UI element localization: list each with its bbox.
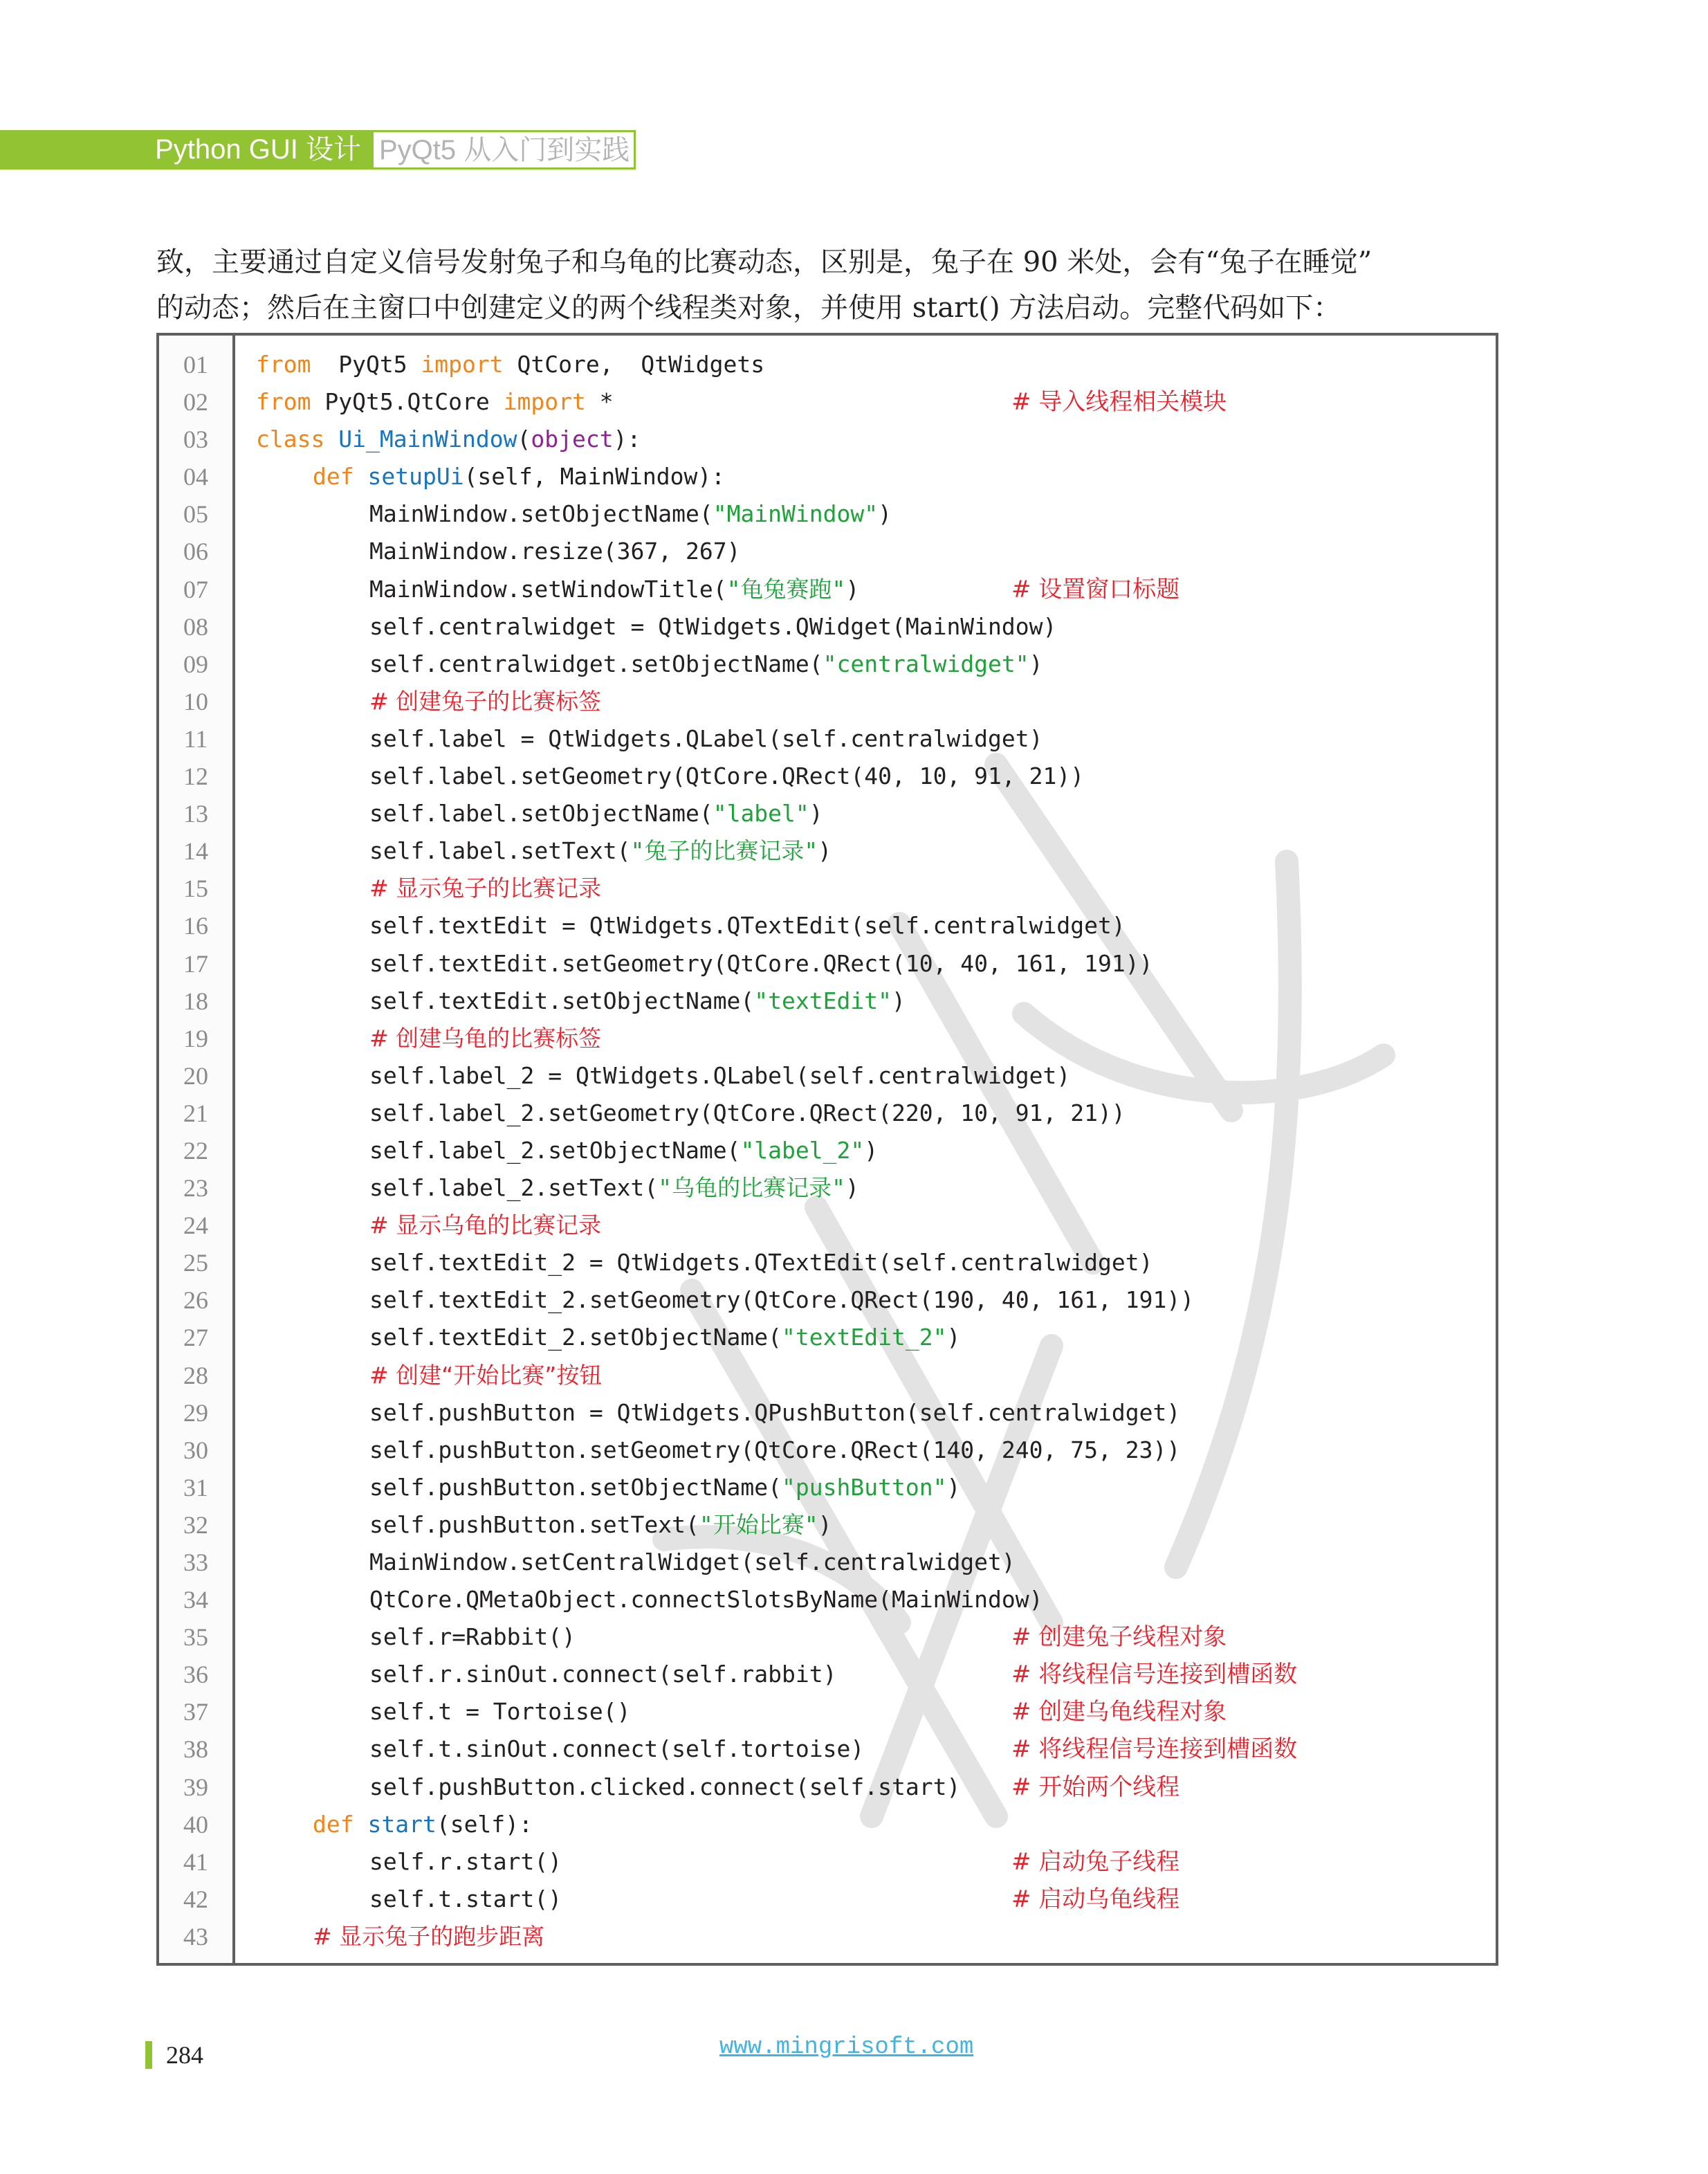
trailing-comment: # 创建乌龟线程对象 bbox=[1011, 1698, 1227, 1726]
code-token: self.label = QtWidgets.QLabel(self.centralwidget) bbox=[369, 724, 1043, 752]
line-number: 31 bbox=[183, 1473, 208, 1501]
line-number: 24 bbox=[183, 1212, 208, 1240]
code-text bbox=[369, 1285, 1194, 1315]
running-header-bar bbox=[0, 130, 374, 170]
code-token bbox=[324, 426, 338, 453]
code-text bbox=[256, 349, 764, 380]
code-line bbox=[159, 1131, 1496, 1169]
line-number: 39 bbox=[183, 1773, 208, 1801]
string-literal: "textEdit" bbox=[754, 987, 892, 1014]
code-line bbox=[159, 1730, 1496, 1767]
page-number: 284 bbox=[166, 2041, 203, 2069]
code-line bbox=[159, 1356, 1496, 1394]
line-number: 14 bbox=[183, 837, 208, 866]
book-series-title: Python GUI 设计 bbox=[155, 134, 361, 165]
code-text bbox=[369, 1210, 601, 1241]
code-text bbox=[369, 1510, 832, 1540]
line-number: 35 bbox=[183, 1623, 208, 1652]
code-token: ): bbox=[613, 426, 641, 453]
line-number: 11 bbox=[183, 724, 208, 753]
code-line bbox=[159, 1843, 1496, 1880]
line-number: 27 bbox=[183, 1324, 208, 1352]
code-text bbox=[369, 1472, 960, 1503]
code-line bbox=[159, 345, 1496, 383]
code-token: QtCore.QMetaObject.connectSlotsByName(MainWindow) bbox=[369, 1586, 1043, 1614]
code-token: ) bbox=[818, 1510, 832, 1538]
code-token: self.pushButton.clicked.connect(self.start) bbox=[369, 1773, 961, 1800]
string-literal: "label" bbox=[713, 800, 809, 828]
line-number: 02 bbox=[183, 388, 208, 417]
code-token: self.textEdit.setGeometry(QtCore.QRect(10, 40, 161, 191)) bbox=[369, 949, 1153, 977]
code-token: MainWindow.setObjectName( bbox=[369, 500, 713, 528]
code-token: ) bbox=[845, 575, 860, 603]
code-text bbox=[369, 612, 1056, 642]
code-text bbox=[369, 1734, 864, 1764]
line-number: 34 bbox=[183, 1586, 208, 1614]
line-number: 09 bbox=[183, 650, 208, 678]
code-text bbox=[369, 574, 859, 605]
code-text bbox=[369, 1360, 602, 1391]
line-number: 18 bbox=[183, 987, 208, 1015]
trailing-comment: # 将线程信号连接到槽函数 bbox=[1011, 1661, 1298, 1689]
book-subtitle: PyQt5 从入门到实践 bbox=[379, 135, 630, 165]
inline-comment: # 创建“开始比赛”按钮 bbox=[369, 1361, 603, 1389]
code-line bbox=[159, 794, 1496, 832]
string-literal: "乌龟的比赛记录" bbox=[658, 1174, 845, 1202]
keyword: def bbox=[313, 463, 354, 491]
code-text bbox=[369, 1772, 960, 1802]
string-literal: "MainWindow" bbox=[713, 500, 879, 528]
line-number: 06 bbox=[183, 538, 208, 566]
code-line bbox=[159, 682, 1496, 720]
line-number: 40 bbox=[183, 1810, 208, 1838]
code-text bbox=[256, 387, 614, 417]
line-number: 19 bbox=[183, 1024, 208, 1052]
code-line bbox=[159, 869, 1496, 906]
code-text bbox=[369, 986, 906, 1016]
code-line bbox=[159, 1169, 1496, 1206]
code-text bbox=[369, 1435, 1180, 1465]
code-line bbox=[159, 1057, 1496, 1094]
line-number: 41 bbox=[183, 1847, 208, 1876]
code-text bbox=[369, 1398, 1180, 1428]
code-token bbox=[354, 463, 368, 490]
line-number: 28 bbox=[183, 1361, 208, 1389]
code-token: self.t = Tortoise() bbox=[369, 1698, 631, 1726]
code-token: ) bbox=[891, 987, 906, 1014]
code-line bbox=[159, 1917, 1496, 1955]
code-token: ) bbox=[809, 800, 823, 828]
code-line bbox=[159, 645, 1496, 682]
code-token: PyQt5.QtCore bbox=[311, 388, 504, 416]
code-token: (self): bbox=[436, 1810, 533, 1838]
code-token: self.textEdit = QtWidgets.QTextEdit(self.centralwidget) bbox=[369, 912, 1126, 940]
code-line bbox=[159, 720, 1496, 757]
code-text bbox=[369, 1697, 631, 1727]
intro-line: 致，主要通过自定义信号发射兔子和乌龟的比赛动态，区别是，兔子在 90 米处，会有“兔子在睡觉” bbox=[156, 246, 1372, 278]
code-line bbox=[159, 1692, 1496, 1730]
code-token: self.label_2.setText( bbox=[369, 1174, 659, 1202]
code-token: self.t.start() bbox=[369, 1885, 562, 1912]
code-token: ( bbox=[517, 426, 531, 453]
code-token: self.label.setText( bbox=[369, 837, 631, 865]
code-text bbox=[369, 911, 1126, 941]
code-token: self.textEdit_2.setObjectName( bbox=[369, 1324, 782, 1351]
trailing-comment: # 导入线程相关模块 bbox=[1011, 388, 1227, 417]
code-line bbox=[159, 532, 1496, 569]
code-line bbox=[159, 906, 1496, 944]
code-token: self.pushButton = QtWidgets.QPushButton(self.centralwidget) bbox=[369, 1398, 1181, 1426]
line-number: 20 bbox=[183, 1061, 208, 1090]
code-text bbox=[369, 536, 740, 567]
line-number: 13 bbox=[183, 800, 208, 828]
inline-comment: # 创建乌龟的比赛标签 bbox=[369, 1024, 602, 1052]
page-number-marker bbox=[145, 2041, 152, 2069]
line-number: 37 bbox=[183, 1698, 208, 1726]
keyword: class bbox=[256, 426, 325, 453]
line-number: 30 bbox=[183, 1436, 208, 1464]
code-line bbox=[159, 1243, 1496, 1281]
code-line bbox=[159, 1394, 1496, 1431]
code-text bbox=[369, 1847, 562, 1877]
inline-comment: # 显示乌龟的比赛记录 bbox=[369, 1212, 602, 1239]
code-token: self.centralwidget = QtWidgets.QWidget(MainWindow) bbox=[369, 612, 1057, 640]
keyword: import bbox=[503, 388, 586, 416]
line-number: 01 bbox=[183, 351, 208, 378]
code-token: MainWindow.setCentralWidget(self.centralwidget) bbox=[369, 1549, 1016, 1575]
line-number: 22 bbox=[183, 1136, 208, 1164]
code-text bbox=[369, 1322, 960, 1353]
line-number: 10 bbox=[183, 687, 208, 715]
code-text bbox=[369, 1173, 859, 1203]
code-line bbox=[159, 457, 1496, 495]
inline-comment: # 显示兔子的比赛记录 bbox=[369, 875, 602, 902]
code-text bbox=[369, 1061, 1070, 1091]
line-number: 15 bbox=[183, 875, 208, 903]
code-text bbox=[369, 949, 1153, 979]
code-token: self.r.start() bbox=[369, 1847, 562, 1875]
code-text bbox=[313, 1921, 544, 1952]
line-number: 17 bbox=[183, 949, 208, 978]
code-text bbox=[369, 499, 892, 529]
code-text bbox=[369, 1884, 562, 1915]
intro-line: 的动态；然后在主窗口中创建定义的两个线程类对象，并使用 start() 方法启动。完整代码如下： bbox=[156, 292, 1341, 324]
code-text bbox=[369, 798, 823, 829]
code-line bbox=[159, 1094, 1496, 1131]
line-number: 42 bbox=[183, 1885, 208, 1913]
line-number: 05 bbox=[183, 500, 208, 529]
code-line bbox=[159, 1318, 1496, 1355]
line-number: 21 bbox=[183, 1099, 208, 1127]
trailing-comment: # 创建兔子线程对象 bbox=[1011, 1623, 1227, 1652]
code-line bbox=[159, 1618, 1496, 1655]
code-text bbox=[369, 761, 1084, 792]
inline-comment: # 创建兔子的比赛标签 bbox=[369, 687, 602, 715]
code-token: MainWindow.resize(367, 267) bbox=[369, 538, 741, 565]
code-token: MainWindow.setWindowTitle( bbox=[369, 575, 727, 603]
code-token: ) bbox=[845, 1174, 859, 1202]
code-token: QtCore, QtWidgets bbox=[503, 351, 765, 378]
intro-paragraph bbox=[156, 239, 1505, 331]
code-text bbox=[369, 1547, 1016, 1578]
keyword: import bbox=[421, 351, 504, 378]
code-token: self.textEdit_2.setGeometry(QtCore.QRect(190, 40, 161, 191)) bbox=[369, 1286, 1195, 1314]
code-line bbox=[159, 383, 1496, 420]
code-line bbox=[159, 944, 1496, 982]
code-line bbox=[159, 1281, 1496, 1318]
trailing-comment: # 开始两个线程 bbox=[1011, 1773, 1180, 1801]
code-token: object bbox=[531, 426, 614, 453]
keyword: from bbox=[256, 388, 311, 416]
code-token: PyQt5 bbox=[311, 351, 421, 378]
code-text bbox=[369, 649, 1043, 679]
code-listing bbox=[156, 333, 1498, 1966]
code-token: self.textEdit.setObjectName( bbox=[369, 987, 755, 1014]
code-text bbox=[369, 873, 601, 904]
line-number: 38 bbox=[183, 1735, 208, 1764]
string-literal: "开始比赛" bbox=[699, 1510, 818, 1538]
code-token: start bbox=[367, 1810, 437, 1838]
code-text bbox=[369, 1659, 837, 1690]
line-number: 33 bbox=[183, 1549, 208, 1576]
line-number: 16 bbox=[183, 912, 208, 940]
code-text bbox=[369, 836, 832, 866]
code-line bbox=[159, 1431, 1496, 1468]
trailing-comment: # 将线程信号连接到槽函数 bbox=[1011, 1735, 1298, 1764]
inline-comment: # 显示兔子的跑步距离 bbox=[313, 1922, 545, 1950]
website-link[interactable]: www.mingrisoft.com bbox=[719, 2034, 974, 2061]
code-text bbox=[369, 1248, 1153, 1278]
string-literal: "label_2" bbox=[740, 1136, 865, 1164]
code-text bbox=[369, 1098, 1126, 1129]
code-token: self.label_2 = QtWidgets.QLabel(self.centralwidget) bbox=[369, 1061, 1071, 1089]
code-token: ) bbox=[864, 1136, 879, 1164]
string-literal: "centralwidget" bbox=[823, 650, 1029, 677]
code-line bbox=[159, 495, 1496, 532]
code-token: ) bbox=[1029, 650, 1043, 677]
string-literal: "兔子的比赛记录" bbox=[630, 837, 818, 865]
line-number: 04 bbox=[183, 463, 208, 491]
line-number: 25 bbox=[183, 1249, 208, 1277]
code-token: self.pushButton.setObjectName( bbox=[369, 1473, 782, 1501]
code-line bbox=[159, 1768, 1496, 1805]
trailing-comment: # 启动乌龟线程 bbox=[1011, 1885, 1180, 1913]
code-text bbox=[369, 1135, 878, 1166]
code-text bbox=[313, 1809, 533, 1840]
code-token: self.label.setObjectName( bbox=[369, 800, 713, 828]
code-line bbox=[159, 1655, 1496, 1692]
line-number: 43 bbox=[183, 1922, 208, 1951]
string-literal: "textEdit_2" bbox=[782, 1324, 947, 1351]
code-line bbox=[159, 1543, 1496, 1580]
line-number: 29 bbox=[183, 1398, 208, 1427]
code-line bbox=[159, 982, 1496, 1019]
book-subtitle-box bbox=[374, 130, 636, 170]
code-text bbox=[369, 1023, 601, 1054]
code-token bbox=[354, 1811, 368, 1838]
code-token: ) bbox=[946, 1324, 961, 1351]
line-number: 03 bbox=[183, 426, 208, 454]
code-token: self.textEdit_2 = QtWidgets.QTextEdit(self.centralwidget) bbox=[369, 1249, 1153, 1277]
code-token: self.r.sinOut.connect(self.rabbit) bbox=[369, 1661, 837, 1688]
code-text bbox=[313, 462, 725, 492]
code-lines bbox=[159, 345, 1496, 1955]
string-literal: "龟兔赛跑" bbox=[726, 575, 846, 603]
code-text bbox=[256, 424, 641, 455]
code-line bbox=[159, 570, 1496, 608]
code-text bbox=[369, 1584, 1043, 1615]
code-token: * bbox=[585, 388, 614, 416]
code-line bbox=[159, 420, 1496, 457]
code-text bbox=[369, 724, 1043, 754]
code-token: self.label_2.setObjectName( bbox=[369, 1136, 741, 1164]
code-token: self.pushButton.setGeometry(QtCore.QRect(140, 240, 75, 23)) bbox=[369, 1436, 1181, 1463]
trailing-comment: # 设置窗口标题 bbox=[1011, 575, 1180, 603]
line-number: 36 bbox=[183, 1661, 208, 1689]
code-token: self.pushButton.setText( bbox=[369, 1510, 699, 1538]
keyword: from bbox=[256, 351, 311, 378]
code-line bbox=[159, 757, 1496, 794]
code-token: self.label.setGeometry(QtCore.QRect(40, 10, 91, 21)) bbox=[369, 762, 1085, 790]
line-number: 08 bbox=[183, 612, 208, 641]
code-token: ) bbox=[946, 1473, 961, 1501]
code-token: self.label_2.setGeometry(QtCore.QRect(220, 10, 91, 21)) bbox=[369, 1099, 1126, 1126]
code-line bbox=[159, 1206, 1496, 1243]
keyword: def bbox=[313, 1810, 354, 1838]
code-line bbox=[159, 1019, 1496, 1057]
trailing-comment: # 启动兔子线程 bbox=[1011, 1847, 1180, 1876]
code-line bbox=[159, 1506, 1496, 1543]
code-text bbox=[369, 1622, 576, 1652]
string-literal: "pushButton" bbox=[782, 1473, 947, 1501]
code-token: (self, MainWindow): bbox=[463, 463, 726, 491]
line-number: 32 bbox=[183, 1510, 208, 1539]
code-token: ) bbox=[818, 837, 832, 865]
code-line bbox=[159, 1580, 1496, 1618]
code-token: self.t.sinOut.connect(self.tortoise) bbox=[369, 1735, 865, 1763]
code-line bbox=[159, 1880, 1496, 1917]
code-line bbox=[159, 832, 1496, 869]
line-number: 23 bbox=[183, 1174, 208, 1203]
code-line bbox=[159, 1805, 1496, 1843]
code-token: setupUi bbox=[367, 463, 464, 491]
code-token: self.centralwidget.setObjectName( bbox=[369, 650, 823, 677]
code-line bbox=[159, 1468, 1496, 1506]
line-number: 07 bbox=[183, 575, 208, 603]
code-token: self.r=Rabbit() bbox=[369, 1623, 576, 1651]
line-number: 26 bbox=[183, 1286, 208, 1315]
code-token: Ui_MainWindow bbox=[338, 426, 517, 453]
code-text bbox=[369, 686, 601, 717]
line-number: 12 bbox=[183, 762, 208, 791]
code-line bbox=[159, 608, 1496, 645]
code-token: ) bbox=[878, 500, 892, 528]
